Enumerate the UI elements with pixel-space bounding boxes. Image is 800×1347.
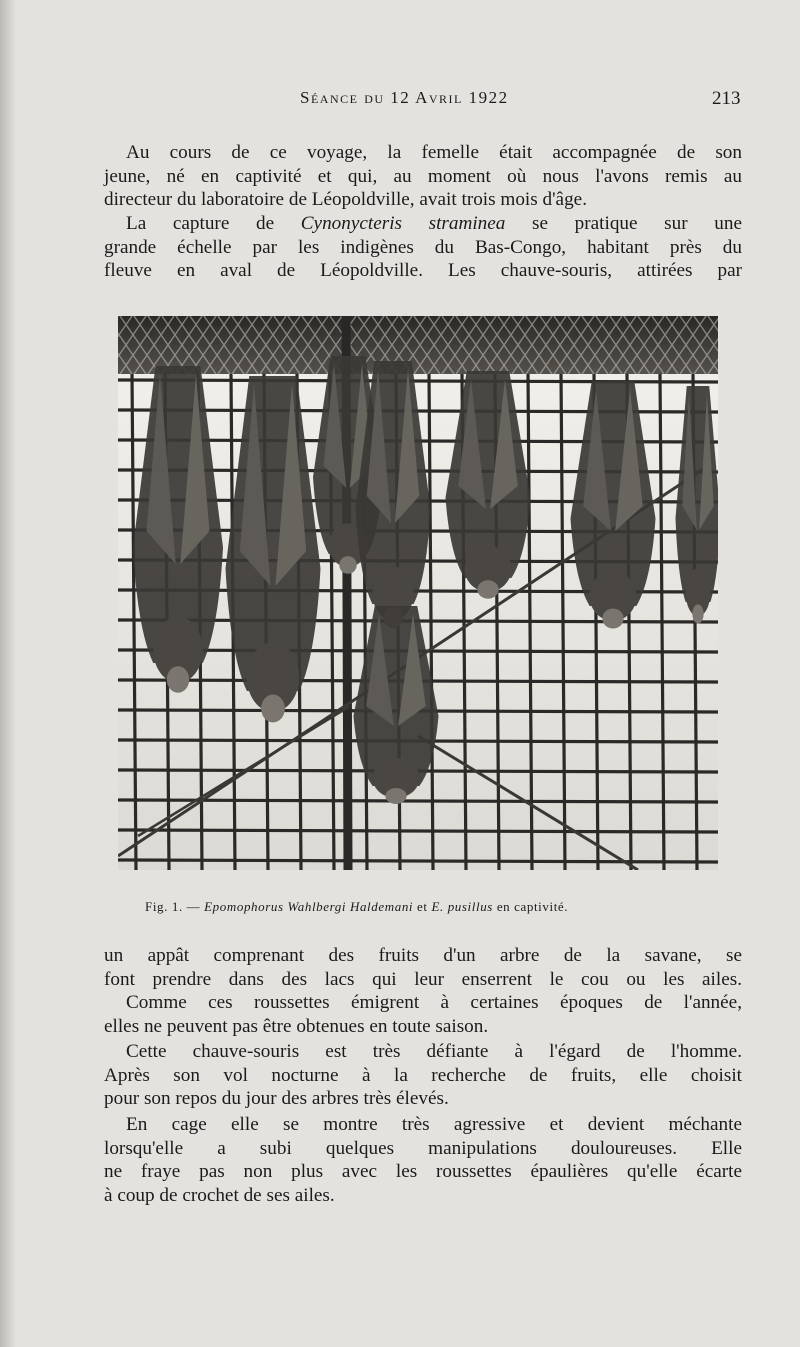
caption-prefix: Fig. 1. — — [145, 899, 201, 914]
text-line: font prendre dans des lacs qui leur enserrent le cou ou les ailes. — [104, 968, 742, 990]
text-line: un appât comprenant des fruits d'un arbre de la savane, se — [104, 945, 742, 966]
figure-photograph — [118, 316, 718, 870]
text-line: elles ne peuvent pas être obtenues en toute saison. — [104, 1015, 489, 1037]
text-line: ne fraye pas non plus avec les roussettes épaulières qu'elle écarte — [104, 1161, 742, 1183]
paragraph-6 — [104, 1113, 742, 1207]
paragraph-3 — [104, 944, 742, 991]
caption-suffix: en captivité. — [496, 899, 569, 914]
paragraph-2 — [104, 212, 742, 283]
caption-species-1: Epomophorus Wahlbergi Haldemani — [204, 899, 414, 914]
text-line: Au cours de ce voyage, la femelle était accompagnée de son — [126, 142, 742, 163]
text-line: Cette chauve-souris est très défiante à l'égard de l'homme. — [126, 1041, 742, 1062]
text-line: Après son vol nocturne à la recherche de fruits, elle choisit — [104, 1064, 742, 1086]
bats-in-cage-illustration — [118, 316, 718, 870]
page-header — [0, 88, 800, 118]
binding-shadow — [0, 0, 16, 1347]
figure-caption — [145, 899, 568, 915]
text-line: grande échelle par les indigènes du Bas-Congo, habitant près du — [104, 236, 742, 258]
paragraph-4 — [104, 991, 742, 1038]
text-line: lorsqu'elle a subi quelques manipulations douloureuses. Elle — [104, 1137, 742, 1159]
text-line: fleuve en aval de Léopoldville. Les chauve-souris, attirées par — [104, 260, 742, 282]
text-line: à coup de crochet de ses ailes. — [104, 1184, 335, 1206]
text-line: directeur du laboratoire de Léopoldville, avait trois mois d'âge. — [104, 189, 587, 211]
text-line: En cage elle se montre très agressive et devient méchante — [126, 1114, 742, 1135]
page-number: 213 — [712, 88, 741, 109]
text-line: pour son repos du jour des arbres très élevés. — [104, 1088, 449, 1110]
text-line: jeune, né en captivité et qui, au moment où nous l'avons remis au — [104, 165, 742, 187]
paragraph-1 — [104, 141, 742, 212]
caption-and: et — [417, 899, 428, 914]
running-head: Séance du 12 Avril 1922 — [300, 88, 509, 107]
text-line: Comme ces roussettes émigrent à certaines époques de l'année, — [126, 992, 742, 1013]
paragraph-5 — [104, 1040, 742, 1111]
caption-species-2: E. pusillus — [431, 899, 493, 914]
text-line: La capture de Cynonycteris straminea se pratique sur une — [126, 213, 742, 234]
